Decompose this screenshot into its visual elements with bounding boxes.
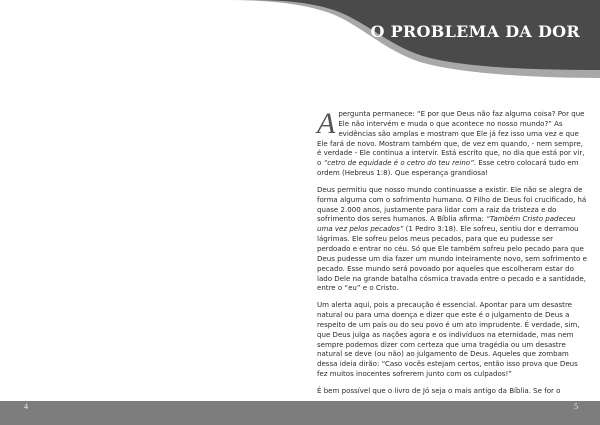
page-number-right: 5 (574, 402, 578, 411)
paragraph-2-text-b: (1 Pedro 3:18). Ele sofreu, sentiu dor e derramou lágrimas. Ele sofreu pelos meus pecados, para que eu pudesse ser perdoado e entrar no céu. Só que Ele também sofreu pelo pecado para que Deus pudesse um dia fazer um mundo inteiramente novo, sem sofrimento e pecado. Esse mundo será povoado por aqueles que escolheram estar do lado Dele na grande batalha cósmica travada entre o pecado e a santidade, entre o “eu” e o Cristo. (317, 224, 587, 293)
paragraph-2 (317, 185, 587, 293)
footer-band (0, 401, 600, 425)
chapter-title: O PROBLEMA DA DOR (370, 22, 580, 41)
paragraph-2-quote: “Também Cristo padeceu uma vez pelos pecados” (317, 214, 576, 234)
paragraph-2-text-a: Deus permitiu que nosso mundo continuasse a existir. Ele não se alegra de forma alguma com o sofrimento humano. O Filho de Deus foi crucificado, há quase 2.000 anos, justamente para lidar com a raiz da tristeza e do sofrimento dos seres humanos. A Bíblia afirma: (317, 184, 587, 224)
paragraph-4: É bem possível que o livro de Jó seja o mais antigo da Bíblia. Se for o (317, 385, 561, 395)
page-number-left: 4 (24, 402, 28, 411)
paragraph-1-quote: “cetro de equidade é o cetro do teu reino” (323, 158, 474, 168)
paragraph-3: Um alerta aqui, pois a precaução é essencial. Apontar para um desastre natural ou para uma doença e dizer que este é o julgamento de Deus a respeito de um país ou do seu povo é um ato imprudente. É verdade, sim, que Deus julga as nações agora e os indivíduos na eternidade, mas nem sempre podemos dizer com certeza que uma tragédia ou um desastre natural se deve (ou não) ao julgamento de Deus. Aqueles que zombam dessa ideia dirão: “Caso vocês estejam certos, então isso prova que Deus fez muitos inocentes sofrerem junto com os culpados!” (317, 300, 580, 379)
paragraph-1-text-b: . Esse cetro colocará tudo em ordem (Hebreus 1:8). Que esperança grandiosa! (317, 158, 579, 178)
body-text (317, 109, 587, 403)
paragraph-1-text-a: pergunta permanece: “E por que Deus não faz alguma coisa? Por que Ele não intervém e muda o que acontece no nosso mundo?” As evidências são amplas e mostram que Ele já fez isso uma vez e que Ele fará de novo. Mostram também que, de vez em quando, - nem sempre, é verdade - Ele continua a intervir. Está escrito que, no dia que está por vir, o (317, 109, 585, 168)
drop-cap: A (317, 107, 336, 140)
paragraph-1 (317, 109, 587, 178)
